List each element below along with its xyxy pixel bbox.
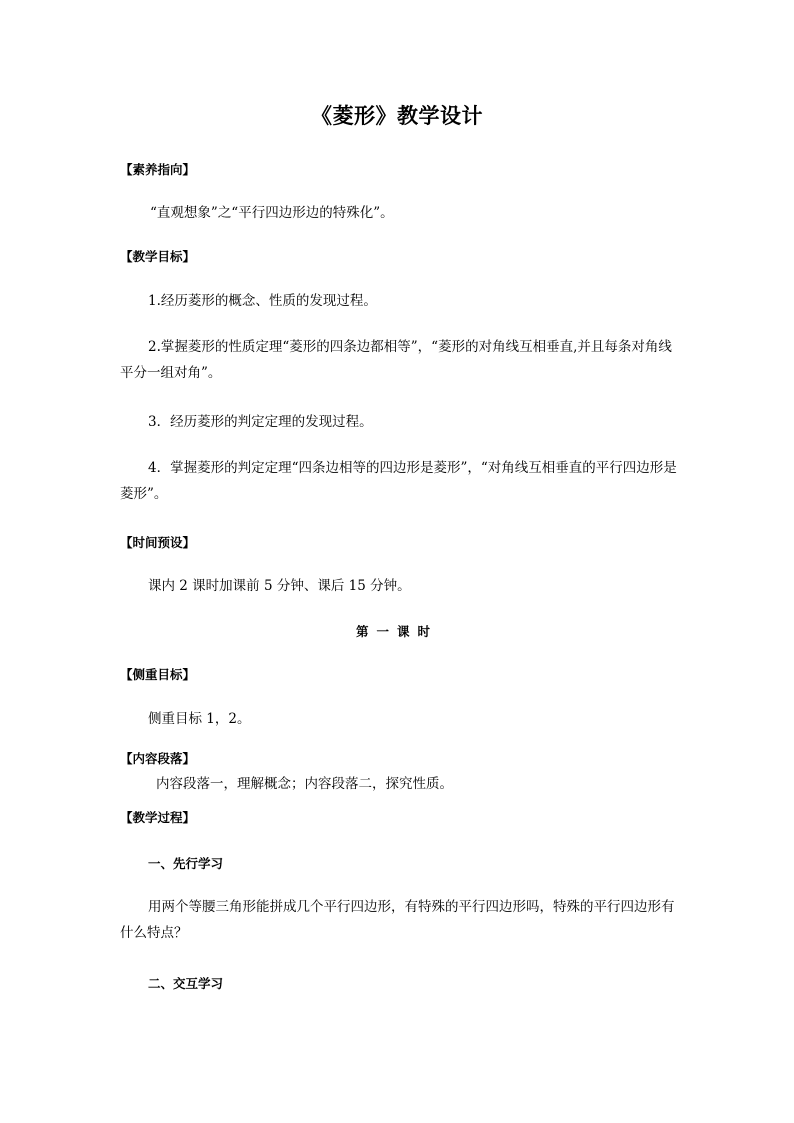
objective-item-1: 1.经历菱形的概念、性质的发现过程。 <box>148 293 377 309</box>
heading-focus: 【侧重目标】 <box>120 667 196 682</box>
focus-text: 侧重目标 1，2。 <box>148 711 251 727</box>
heading-literacy: 【素养指向】 <box>120 162 196 177</box>
time-text: 课内 2 课时加课前 5 分钟、课后 15 分钟。 <box>148 578 411 594</box>
content-text: 内容段落一，理解概念；内容段落二，探究性质。 <box>156 776 453 792</box>
heading-time: 【时间预设】 <box>120 535 196 550</box>
heading-content: 【内容段落】 <box>120 751 196 766</box>
step2-title: 二、交互学习 <box>148 976 224 991</box>
objective-item-4: 4．掌握菱形的判定定理“四条边相等的四边形是菱形”，“对角线互相垂直的平行四边形是菱形”。 <box>120 460 677 502</box>
objective-item-3: 3．经历菱形的判定定理的发现过程。 <box>148 414 373 430</box>
heading-objectives: 【教学目标】 <box>120 249 196 264</box>
literacy-text: “直观想象”之“平行四边形边的特殊化”。 <box>150 205 394 221</box>
lesson-one-title: 第一课时 <box>355 624 438 639</box>
step1-text: 用两个等腰三角形能拼成几个平行四边形，有特殊的平行四边形吗，特殊的平行四边形有什么特点？ <box>120 899 675 941</box>
heading-process: 【教学过程】 <box>120 810 196 825</box>
objective-item-2: 2.掌握菱形的性质定理“菱形的四条边都相等”，“菱形的对角线互相垂直,并且每条对角线平分一组对角”。 <box>120 339 672 381</box>
step1-title: 一、先行学习 <box>148 856 224 871</box>
document-title: 《菱形》教学设计 <box>311 103 483 128</box>
